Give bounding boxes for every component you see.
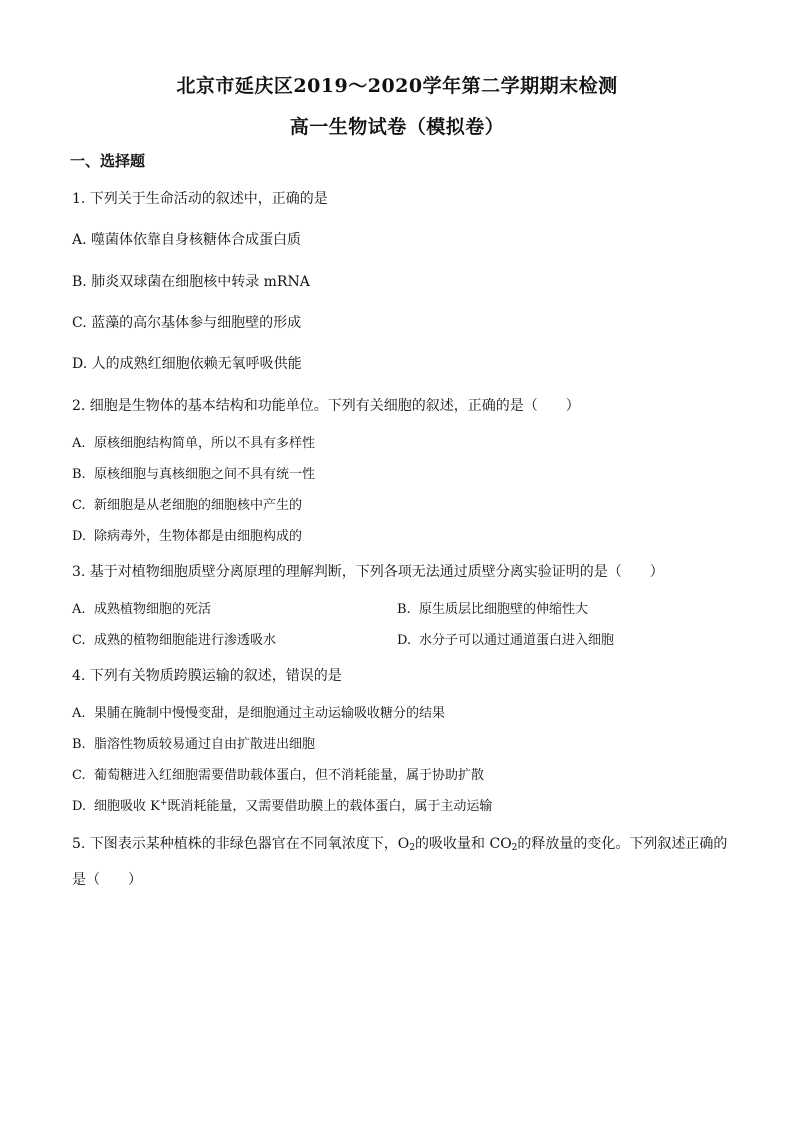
question-1-option-d: D. 人的成熟红细胞依赖无氧呼吸供能 (72, 356, 302, 372)
question-5-stem-continued: 是（ ） (72, 872, 142, 888)
option-letter: D. (72, 529, 87, 544)
option-letter: D. (397, 633, 412, 648)
option-text-cont: 既消耗能量，又需要借助膜上的载体蛋白，属于主动运输 (167, 799, 493, 814)
option-letter: A. (72, 602, 86, 617)
exam-subtitle: 高一生物试卷（模拟卷） (289, 116, 505, 138)
question-2-option-b (72, 463, 315, 482)
option-letter: A. (72, 436, 86, 451)
section-heading: 一、选择题 (70, 152, 146, 170)
question-1-option-a: A. 噬菌体依靠自身核糖体合成蛋白质 (72, 232, 302, 248)
question-4-option-a (72, 702, 445, 721)
question-1-option-b: B. 肺炎双球菌在细胞核中转录 mRNA (72, 274, 310, 290)
question-2-option-d (72, 525, 302, 544)
subscript-2: 2 (409, 843, 416, 853)
question-2-option-a (72, 432, 315, 451)
option-text: 葡萄糖进入红细胞需要借助载体蛋白，但不消耗能量，属于协助扩散 (94, 768, 485, 783)
question-4-option-b (72, 733, 315, 752)
question-3-option-b (397, 598, 588, 617)
option-letter: C. (72, 768, 86, 783)
option-letter: B. (72, 467, 86, 482)
option-letter: C. (72, 498, 86, 513)
subscript-2: 2 (511, 843, 518, 853)
option-text: 原核细胞与真核细胞之间不具有统一性 (94, 467, 316, 482)
option-letter: A. (72, 706, 86, 721)
question-4-option-d (72, 795, 492, 814)
option-text: 细胞吸收 K (94, 799, 160, 814)
option-letter: C. (72, 633, 86, 648)
option-text: 新细胞是从老细胞的细胞核中产生的 (94, 498, 303, 513)
question-2-option-c (72, 494, 302, 513)
question-5-stem (72, 833, 727, 853)
option-text: 水分子可以通过通道蛋白进入细胞 (419, 633, 615, 648)
option-text: 脂溶性物质较易通过自由扩散进出细胞 (94, 737, 316, 752)
option-text: 原核细胞结构简单，所以不具有多样性 (94, 436, 316, 451)
question-1-option-c: C. 蓝藻的高尔基体参与细胞壁的形成 (72, 315, 302, 331)
option-text: 除病毒外，生物体都是由细胞构成的 (94, 529, 303, 544)
exam-title: 北京市延庆区2019～2020学年第二学期期末检测 (176, 75, 618, 97)
stem-part: 的释放量的变化。下列叙述正确的 (517, 836, 728, 852)
superscript-plus: + (159, 798, 168, 808)
question-3-option-c (72, 629, 276, 648)
option-text: 原生质层比细胞壁的伸缩性大 (419, 602, 589, 617)
question-4-stem: 4. 下列有关物质跨膜运输的叙述，错误的是 (72, 668, 342, 684)
question-3-stem: 3. 基于对植物细胞质壁分离原理的理解判断，下列各项无法通过质壁分离实验证明的是（ ） (72, 564, 664, 580)
question-4-option-c (72, 764, 484, 783)
question-3-option-a (72, 598, 211, 617)
question-3-option-d (397, 629, 614, 648)
option-letter: B. (397, 602, 411, 617)
option-text: 成熟植物细胞的死活 (94, 602, 212, 617)
option-letter: B. (72, 737, 86, 752)
option-text: 果脯在腌制中慢慢变甜，是细胞通过主动运输吸收糖分的结果 (94, 706, 446, 721)
option-letter: D. (72, 799, 87, 814)
option-text: 成熟的植物细胞能进行渗透吸水 (94, 633, 277, 648)
question-1-stem: 1. 下列关于生命活动的叙述中，正确的是 (72, 191, 328, 207)
stem-part: 5. 下图表示某种植株的非绿色器官在不同氧浓度下，O (72, 836, 410, 852)
stem-part: 的吸收量和 CO (415, 836, 512, 852)
question-2-stem: 2. 细胞是生物体的基本结构和功能单位。下列有关细胞的叙述，正确的是（ ） (72, 398, 580, 414)
